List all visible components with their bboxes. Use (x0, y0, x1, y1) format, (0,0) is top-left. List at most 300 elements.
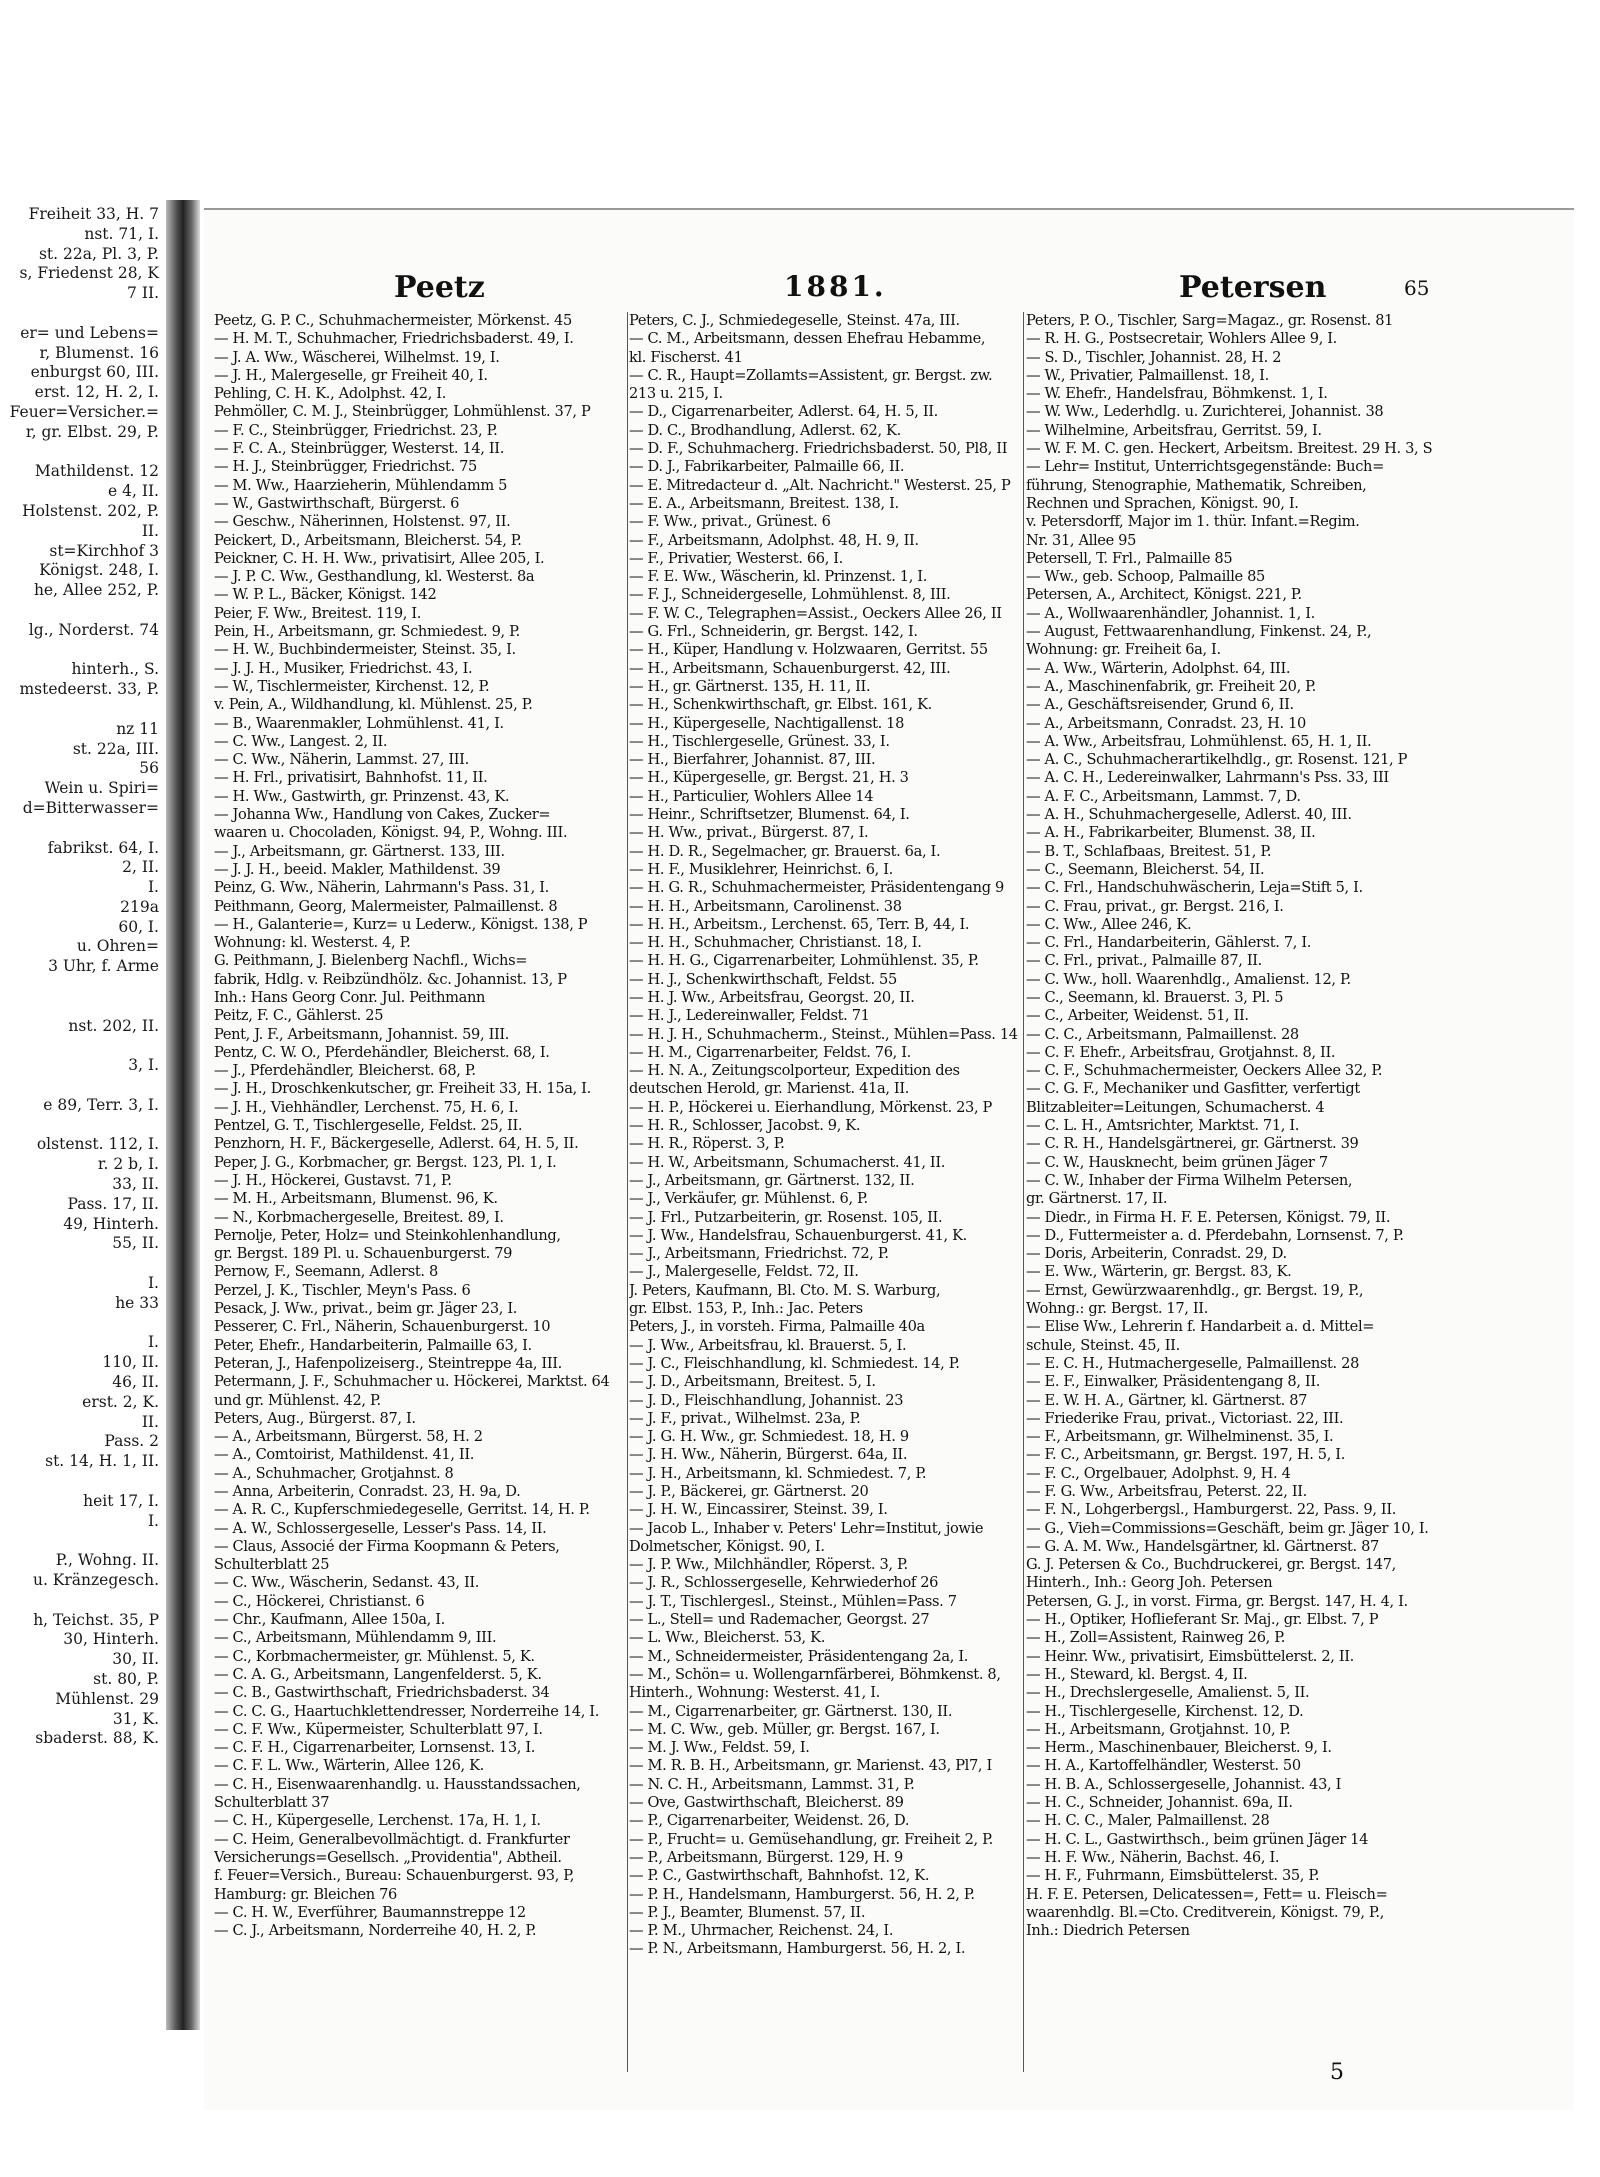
directory-entry-line: — H. N. A., Zeitungscolporteur, Expedition des (629, 1062, 960, 1080)
directory-entry-line: e 89, Terr. 3, I. (43, 1095, 159, 1114)
directory-entry-line: Wohng.: gr. Bergst. 17, II. (1026, 1300, 1208, 1318)
directory-entry-line (0, 1036, 165, 1056)
directory-entry-line: — F. J., Schneidergeselle, Lohmühlenst. 8, III. (629, 586, 951, 604)
directory-entry-line: — A. Ww., Arbeitsfrau, Lohmühlenst. 65, H. 1, II. (1026, 732, 1372, 750)
directory-entry-line: Pernolje, Peter, Holz= und Steinkohlenhandlung, (214, 1226, 561, 1244)
directory-entry-line: Peier, F. Ww., Breitest. 119, I. (214, 604, 422, 622)
directory-entry-line: 219a (120, 897, 159, 916)
directory-entry-line: gr. Bergst. 189 Pl. u. Schauenburgerst. 79 (214, 1245, 513, 1263)
directory-entry-line: st=Kirchhof 3 (49, 541, 159, 560)
directory-entry-line: — N. C. H., Arbeitsmann, Lammst. 31, P. (629, 1775, 915, 1793)
directory-entry-line: — G. Frl., Schneiderin, gr. Bergst. 142, I. (629, 623, 918, 641)
middle-column (629, 312, 1029, 2072)
directory-entry-line: — Claus, Associé der Firma Koopmann & Peters, (214, 1537, 560, 1555)
directory-entry-line: — D. F., Schuhmacherg. Friedrichsbaderst. 50, Pl8, II (629, 440, 1008, 458)
directory-entry-line: — E. A., Arbeitsmann, Breitest. 138, I. (629, 494, 899, 512)
directory-entry-line: 2, II. (122, 858, 159, 877)
header-year: 1881. (784, 270, 887, 303)
directory-entry-line: d=Bitterwasser= (22, 798, 159, 817)
directory-entry-line: Pesserer, C. Frl., Näherin, Schauenburgerst. 10 (214, 1318, 551, 1336)
directory-entry-line: G. J. Petersen & Co., Buchdruckerei, gr. Bergst. 147, (1026, 1556, 1396, 1574)
directory-entry-line: — P. H., Handelsmann, Hamburgerst. 56, H. 2, P. (629, 1885, 975, 1903)
directory-entry-line: — C. F. L. Ww., Wärterin, Allee 126, K. (214, 1757, 484, 1775)
directory-entry-line: — H. Ww., Gastwirth, gr. Prinzenst. 43, K. (214, 787, 510, 805)
directory-entry-line: u. Ohren= (76, 937, 159, 956)
directory-entry-line: — Ernst, Gewürzwaarenhdlg., gr. Bergst. 19, P., (1026, 1281, 1364, 1299)
directory-entry-line: — J. G. H. Ww., gr. Schmiedest. 18, H. 9 (629, 1428, 909, 1446)
directory-entry-line: v. Pein, A., Wildhandlung, kl. Mühlenst. 25, P. (214, 696, 533, 714)
directory-entry-line: — Heinr. Ww., privatisirt, Eimsbüttelerst. 2, II. (1026, 1647, 1354, 1665)
directory-entry-line: Holstenst. 202, P. (22, 501, 159, 520)
directory-entry-line: — H., Particulier, Wohlers Allee 14 (629, 787, 874, 805)
directory-entry-line: — H., Küper, Handlung v. Holzwaaren, Gerritst. 55 (629, 641, 988, 659)
directory-entry-line: 55, II. (112, 1234, 159, 1253)
directory-entry-line: — C., Höckerei, Christianst. 6 (214, 1592, 425, 1610)
directory-entry-line: deutschen Herold, gr. Marienst. 41a, II. (629, 1080, 910, 1098)
directory-entry-line: — F. G. Ww., Arbeitsfrau, Peterst. 22, II. (1026, 1483, 1307, 1500)
directory-entry-line: — F. C. A., Steinbrügger, Westerst. 14, II. (214, 440, 505, 458)
directory-entry-line: — H., Küpergeselle, gr. Bergst. 21, H. 3 (629, 769, 909, 787)
directory-entry-line: Pent, J. F., Arbeitsmann, Johannist. 59, III. (214, 1025, 510, 1043)
directory-entry-line: — H. Ww., privat., Bürgerst. 87, I. (629, 824, 869, 842)
directory-entry-line: — H. P., Höckerei u. Eierhandlung, Mörkenst. 23, P (629, 1098, 993, 1116)
directory-entry-line: — J. C., Fleischhandlung, kl. Schmiedest. 14, P. (629, 1354, 960, 1372)
directory-entry-line: Inh.: Diedrich Petersen (1026, 1922, 1190, 1940)
directory-entry-line: — M., Schön= u. Wollengarnfärberei, Böhmkenst. 8, (629, 1665, 1001, 1683)
directory-entry-line: — J. T., Tischlergesl., Steinst., Mühlen=Pass. 7 (629, 1592, 957, 1610)
directory-entry-line: — B. T., Schlafbaas, Breitest. 51, P. (1026, 842, 1272, 860)
directory-entry-line: Feuer=Versicher.= (9, 402, 159, 421)
directory-entry-line: — F., Arbeitsmann, Adolphst. 48, H. 9, II. (629, 531, 919, 549)
directory-entry-line: — C. Frau, privat., gr. Bergst. 216, I. (1026, 897, 1284, 915)
directory-entry-line: Penzhorn, H. F., Bäckergeselle, Adlerst. 64, H. 5, II. (214, 1135, 579, 1153)
directory-entry-line: f. Feuer=Versich., Bureau: Schauenburgerst. 93, P, (214, 1867, 575, 1885)
directory-entry-line: — H. C., Schneider, Johannist. 69a, II. (1026, 1794, 1293, 1812)
directory-entry-line: Peetz, G. P. C., Schuhmachermeister, Mörkenst. 45 (214, 312, 572, 329)
directory-entry-line: Hinterh., Wohnung: Westerst. 41, I. (629, 1684, 880, 1702)
directory-entry-line: — F. C., Arbeitsmann, gr. Bergst. 197, H. 5, I. (1026, 1446, 1346, 1464)
directory-entry-line: Peteran, J., Hafenpolizeiserg., Steintreppe 4a, III. (214, 1354, 562, 1372)
directory-entry-line: e 4, II. (108, 482, 159, 501)
directory-entry-line: — C. F. H., Cigarrenarbeiter, Lornsenst. 13, I. (214, 1739, 536, 1757)
directory-entry-line: nst. 202, II. (68, 1016, 159, 1035)
directory-entry-line: — H. H., Schuhmacher, Christianst. 18, I. (629, 934, 922, 952)
directory-entry-line: — C., Seemann, Bleicherst. 54, II. (1026, 860, 1265, 878)
directory-entry-line: — C. Frl., privat., Palmaille 87, II. (1026, 952, 1262, 970)
directory-entry-line: — H., Bierfahrer, Johannist. 87, III. (629, 751, 876, 769)
directory-entry-line: — C. M., Arbeitsmann, dessen Ehefrau Hebamme, (629, 330, 986, 348)
directory-entry-line (0, 1314, 165, 1334)
directory-entry-line: — P., Arbeitsmann, Bürgerst. 129, H. 9 (629, 1848, 903, 1866)
directory-entry-line: — F., Arbeitsmann, gr. Wilhelminenst. 35, I. (1026, 1428, 1334, 1446)
directory-entry-line: — C. H., Küpergeselle, Lerchenst. 17a, H. 1, I. (214, 1812, 541, 1830)
directory-entry-line: r. 2 b, I. (97, 1155, 159, 1174)
directory-entry-line: — A., Geschäftsreisender, Grund 6, II. (1026, 696, 1294, 714)
directory-entry-line: Peithmann, Georg, Malermeister, Palmaillenst. 8 (214, 897, 558, 915)
directory-entry-line: — Doris, Arbeiterin, Conradst. 29, D. (1026, 1245, 1287, 1263)
directory-entry-line: Königst. 248, I. (39, 561, 159, 580)
directory-entry-line: nst. 71, I. (84, 224, 159, 243)
directory-entry-line: Pass. 2 (104, 1432, 159, 1451)
directory-entry-line: nz 11 (116, 719, 159, 738)
directory-entry-line: — J. H., Viehhändler, Lerchenst. 75, H. 6, I. (214, 1098, 519, 1116)
directory-entry-line: — J., Arbeitsmann, gr. Gärtnerst. 133, III. (214, 842, 505, 860)
directory-entry-line: — E. W. H. A., Gärtner, kl. Gärtnerst. 87 (1026, 1391, 1308, 1409)
directory-entry-line: — M. J. Ww., Feldst. 59, I. (629, 1739, 810, 1757)
directory-entry-line: Peinz, G. Ww., Näherin, Lahrmann's Pass. 31, I. (214, 879, 549, 897)
directory-entry-line: Peper, J. G., Korbmacher, gr. Bergst. 123, Pl. 1, I. (214, 1153, 557, 1171)
directory-entry-line: Pesack, J. Ww., privat., beim gr. Jäger 23, I. (214, 1300, 518, 1318)
directory-entry-line: und gr. Mühlenst. 42, P. (214, 1391, 381, 1409)
directory-entry-line: 60, I. (118, 917, 159, 936)
book-gutter (166, 200, 200, 2030)
directory-entry-line: — Chr., Kaufmann, Allee 150a, I. (214, 1611, 445, 1629)
directory-entry-line: — H., Arbeitsmann, Schauenburgerst. 42, III. (629, 659, 951, 677)
directory-entry-line: gr. Gärtnerst. 17, II. (1026, 1190, 1168, 1208)
directory-entry-line: — F. Ww., privat., Grünest. 6 (629, 513, 831, 531)
directory-entry-line: Schulterblatt 25 (214, 1556, 330, 1574)
directory-entry-line: — Ww., geb. Schoop, Palmaille 85 (1026, 568, 1265, 586)
directory-entry-line: Versicherungs=Gesellsch. „Providentia", Abtheil. (214, 1848, 562, 1866)
directory-entry-line: I. (147, 1511, 159, 1530)
directory-entry-line: — B., Waarenmakler, Lohmühlenst. 41, I. (214, 714, 504, 732)
directory-entry-line: s, Friedenst 28, K (19, 264, 159, 283)
directory-entry-line: 3 Uhr, f. Arme (48, 957, 159, 976)
directory-entry-line: st. 80, P. (93, 1669, 159, 1688)
directory-entry-line: — E. C. H., Hutmachergeselle, Palmaillenst. 28 (1026, 1354, 1360, 1372)
directory-entry-line (0, 1531, 165, 1551)
directory-entry-line: — J. H., Droschkenkutscher, gr. Freiheit 33, H. 15a, I. (214, 1080, 591, 1098)
directory-entry-line (0, 443, 165, 463)
directory-entry-line: — A., Schuhmacher, Grotjahnst. 8 (214, 1464, 454, 1482)
directory-entry-line: — H., Arbeitsmann, Grotjahnst. 10, P. (1026, 1720, 1291, 1738)
directory-entry-line: Peitz, F. C., Gählerst. 25 (214, 1007, 384, 1025)
directory-entry-line: — E. F., Einwalker, Präsidentengang 8, II. (1026, 1373, 1321, 1391)
directory-entry-line: — C. L. H., Amtsrichter, Marktst. 71, I. (1026, 1117, 1300, 1135)
directory-entry-line (0, 819, 165, 839)
footer-mark: 5 (1330, 2060, 1344, 2085)
directory-entry-line: Wohnung: gr. Freiheit 6a, I. (1026, 641, 1221, 659)
directory-entry-line: — H. F., Fuhrmann, Eimsbüttelerst. 35, P. (1026, 1867, 1320, 1885)
directory-entry-line: — W. P. L., Bäcker, Königst. 142 (214, 586, 437, 604)
directory-entry-line: — H. J., Steinbrügger, Friedrichst. 75 (214, 458, 477, 476)
directory-entry-line: — Elise Ww., Lehrerin f. Handarbeit a. d. Mittel= (1026, 1318, 1375, 1336)
directory-entry-line: Dolmetscher, Königst. 90, I. (629, 1537, 825, 1555)
directory-entry-line: — D. J., Fabrikarbeiter, Palmaille 66, II. (629, 458, 905, 476)
directory-entry-line: — H. R., Röperst. 3, P. (629, 1135, 785, 1153)
directory-entry-line: — H., Zoll=Assistent, Rainweg 26, P. (1026, 1629, 1286, 1647)
directory-entry-line: — H. H., Arbeitsmann, Carolinenst. 38 (629, 897, 902, 915)
directory-entry-line: — H., Küpergeselle, Nachtigallenst. 18 (629, 714, 905, 732)
directory-entry-line: — G., Vieh=Commissions=Geschäft, beim gr. Jäger 10, I. (1026, 1519, 1429, 1537)
directory-entry-line: — M., Cigarrenarbeiter, gr. Gärtnerst. 130, II. (629, 1702, 953, 1720)
directory-entry-line: II. (141, 1412, 159, 1431)
directory-entry-line: — C. A. G., Arbeitsmann, Langenfelderst. 5, K. (214, 1665, 542, 1683)
directory-entry-line (0, 601, 165, 621)
directory-entry-line: Peters, J., in vorsteh. Firma, Palmaille 40a (629, 1318, 925, 1336)
directory-entry-line: — R. H. G., Postsecretair, Wohlers Allee 9, I. (1026, 330, 1337, 348)
directory-entry-line: — D., Futtermeister a. d. Pferdebahn, Lornsenst. 7, P. (1026, 1226, 1404, 1244)
directory-entry-line (0, 1591, 165, 1611)
directory-entry-line: Petersen, G. J., in vorst. Firma, gr. Bergst. 147, H. 4, I. (1026, 1592, 1408, 1610)
directory-entry-line: — A. H., Fabrikarbeiter, Blumenst. 38, II. (1026, 824, 1316, 842)
directory-entry-line: — H. C. L., Gastwirthsch., beim grünen Jäger 14 (1026, 1830, 1369, 1848)
directory-entry-line: — H. M., Cigarrenarbeiter, Feldst. 76, I. (629, 1043, 911, 1061)
directory-entry-line: Mühlenst. 29 (55, 1689, 159, 1708)
directory-entry-line: 46, II. (112, 1373, 159, 1392)
directory-entry-line: — P., Frucht= u. Gemüsehandlung, gr. Freiheit 2, P. (629, 1830, 993, 1848)
right-column (1026, 312, 1444, 2072)
directory-entry-line: — J. J. H., beeid. Makler, Mathildenst. 39 (214, 860, 501, 878)
directory-entry-line: — P. J., Beamter, Blumenst. 57, II. (629, 1903, 866, 1921)
directory-entry-line: Blitzableiter=Leitungen, Schumacherst. 4 (1026, 1098, 1325, 1116)
directory-entry-line (0, 641, 165, 661)
directory-entry-line: — H. H., Arbeitsm., Lerchenst. 65, Terr. B, 44, I. (629, 915, 970, 933)
directory-entry-line: — L., Stell= und Rademacher, Georgst. 27 (629, 1611, 930, 1629)
directory-entry-line: — J., Pferdehändler, Bleicherst. 68, P. (214, 1062, 476, 1080)
directory-entry-line: — J. D., Fleischhandlung, Johannist. 23 (629, 1391, 904, 1409)
directory-entry-line: u. Kränzegesch. (32, 1570, 159, 1589)
directory-entry-line: — C. R. H., Handelsgärtnerei, gr. Gärtnerst. 39 (1026, 1135, 1359, 1153)
directory-entry-line: 3, I. (128, 1056, 159, 1075)
directory-entry-line: — H., Tischlergeselle, Grünest. 33, I. (629, 732, 890, 750)
directory-entry-line: he 33 (115, 1293, 159, 1312)
directory-entry-line: lg., Norderst. 74 (28, 620, 159, 639)
directory-entry-line: — N., Korbmachergeselle, Breitest. 89, I. (214, 1208, 504, 1226)
directory-entry-line: — D. C., Brodhandlung, Adlerst. 62, K. (629, 421, 901, 439)
directory-entry-line: — Anna, Arbeiterin, Conradst. 23, H. 9a, D. (214, 1483, 521, 1500)
directory-entry-line: — J. R., Schlossergeselle, Kehrwiederhof 26 (629, 1574, 939, 1592)
directory-entry-line: 56 (139, 759, 159, 778)
directory-entry-line: 33, II. (112, 1175, 159, 1194)
directory-entry-line: — J., Verkäufer, gr. Mühlenst. 6, P. (629, 1190, 868, 1208)
directory-entry-line: — J., Arbeitsmann, gr. Gärtnerst. 132, II. (629, 1171, 915, 1189)
directory-entry-line (0, 1076, 165, 1096)
directory-entry-line: Petersell, T. Frl., Palmaille 85 (1026, 549, 1233, 567)
directory-entry-line: — A. C., Schuhmacherartikelhdlg., gr. Rosenst. 121, P (1026, 751, 1408, 769)
directory-entry-line: — C., Seemann, kl. Brauerst. 3, Pl. 5 (1026, 988, 1284, 1006)
directory-entry-line: heit 17, I. (83, 1491, 159, 1510)
directory-entry-line: — W. Ww., Lederhdlg. u. Zurichterei, Johannist. 38 (1026, 403, 1384, 421)
directory-entry-line: — A. W., Schlossergeselle, Lesser's Pass. 14, II. (214, 1519, 547, 1537)
directory-entry-line: — C. F. Ehefr., Arbeitsfrau, Grotjahnst. 8, II. (1026, 1043, 1336, 1061)
directory-entry-line: — H., Schenkwirthschaft, gr. Elbst. 161, K. (629, 696, 932, 714)
directory-entry-line: — C. F., Schuhmachermeister, Oeckers Allee 32, P. (1026, 1062, 1383, 1080)
directory-entry-line: Hamburg: gr. Bleichen 76 (214, 1885, 397, 1903)
directory-entry-line: — J. Ww., Arbeitsfrau, kl. Brauerst. 5, I. (629, 1336, 907, 1354)
directory-entry-line: — G. A. M. Ww., Handelsgärtner, kl. Gärtnerst. 87 (1026, 1537, 1379, 1555)
directory-entry-line: Nr. 31, Allee 95 (1026, 531, 1137, 549)
directory-entry-line: — Lehr= Institut, Unterrichtsgegenstände: Buch= (1026, 458, 1384, 476)
directory-entry-line: — H. M. T., Schuhmacher, Friedrichsbaderst. 49, I. (214, 330, 574, 348)
directory-entry-line: — C. Ww., Wäscherin, Sedanst. 43, II. (214, 1574, 480, 1592)
directory-entry-line: — J., Arbeitsmann, Friedrichst. 72, P. (629, 1245, 889, 1263)
directory-entry-line: — Jacob L., Inhaber v. Peters' Lehr=Institut, jowie (629, 1519, 984, 1537)
directory-entry-line: — Herm., Maschinenbauer, Bleicherst. 9, I. (1026, 1739, 1332, 1757)
directory-entry-line: fabrikst. 64, I. (47, 838, 159, 857)
directory-entry-line: — E. Mitredacteur d. „Alt. Nachricht." Westerst. 25, P (629, 476, 1011, 494)
directory-entry-line: — W. Ehefr., Handelsfrau, Böhmkenst. 1, I. (1026, 385, 1328, 403)
page-number: 65 (1404, 276, 1430, 300)
directory-entry-line: — H. J., Schenkwirthschaft, Feldst. 55 (629, 970, 897, 988)
header-right-word: Petersen (1179, 270, 1327, 305)
directory-entry-line: 213 u. 215, I. (629, 385, 723, 403)
directory-entry-line: 7 II. (127, 284, 159, 303)
directory-entry-line: H. F. E. Petersen, Delicatessen=, Fett= u. Fleisch= (1026, 1885, 1388, 1903)
directory-entry-line: — H., Optiker, Hoflieferant Sr. Maj., gr. Elbst. 7, P (1026, 1611, 1379, 1629)
directory-entry-line: — E. Ww., Wärterin, gr. Bergst. 83, K. (1026, 1263, 1292, 1281)
directory-entry-line: er= und Lebens= (20, 323, 159, 342)
directory-entry-line: — D., Cigarrenarbeiter, Adlerst. 64, H. 5, II. (629, 403, 938, 421)
directory-entry-line: — C., Korbmachermeister, gr. Mühlenst. 5, K. (214, 1647, 535, 1665)
directory-entry-line: — A. R. C., Kupferschmiedegeselle, Gerritst. 14, H. P. (214, 1501, 590, 1519)
directory-entry-line: Pein, H., Arbeitsmann, gr. Schmiedest. 9, P. (214, 623, 520, 641)
directory-page (204, 208, 1574, 2110)
directory-entry-line: — F. E. Ww., Wäscherin, kl. Prinzenst. 1, I. (629, 568, 927, 586)
directory-entry-line: — H., Galanterie=, Kurz= u Lederw., Königst. 138, P (214, 915, 588, 933)
directory-entry-line: — M., Schneidermeister, Präsidentengang 2a, I. (629, 1647, 969, 1665)
directory-entry-line: — P., Cigarrenarbeiter, Weidenst. 26, D. (629, 1812, 910, 1830)
directory-entry-line: Rechnen und Sprachen, Königst. 90, I. (1026, 494, 1299, 512)
directory-entry-line: — C., Arbeiter, Weidenst. 51, II. (1026, 1007, 1249, 1025)
directory-entry-line: — J. P. C. Ww., Gesthandlung, kl. Westerst. 8a (214, 568, 535, 586)
directory-entry-line: — W., Tischlermeister, Kirchenst. 12, P. (214, 677, 490, 695)
directory-entry-line (0, 700, 165, 720)
directory-entry-line: — C. B., Gastwirthschaft, Friedrichsbaderst. 34 (214, 1684, 550, 1702)
directory-entry-line: — H., Steward, kl. Bergst. 4, II. (1026, 1665, 1248, 1683)
directory-entry-line: 30, II. (112, 1650, 159, 1669)
directory-entry-line: — C. Frl., Handschuhwäscherin, Leja=Stift 5, I. (1026, 879, 1363, 897)
directory-entry-line: — M. Ww., Haarzieherin, Mühlendamm 5 (214, 476, 508, 494)
directory-entry-line: — H., gr. Gärtnerst. 135, H. 11, II. (629, 677, 871, 695)
directory-entry-line: — C. C., Arbeitsmann, Palmaillenst. 28 (1026, 1025, 1299, 1043)
directory-entry-line: st. 22a, III. (72, 739, 159, 758)
directory-entry-line: — W., Privatier, Palmaillenst. 18, I. (1026, 366, 1269, 384)
header-left-word: Peetz (394, 270, 485, 305)
directory-entry-line: kl. Fischerst. 41 (629, 348, 743, 366)
directory-entry-line: — A., Wollwaarenhändler, Johannist. 1, I. (1026, 604, 1315, 622)
directory-entry-line: Inh.: Hans Georg Conr. Jul. Peithmann (214, 988, 486, 1006)
directory-entry-line: — C. C. G., Haartuchklettendresser, Norderreihe 14, I. (214, 1702, 599, 1720)
directory-entry-line: waaren u. Chocoladen, Königst. 94, P., Wohng. III. (214, 824, 568, 842)
directory-entry-line: — P. M., Uhrmacher, Reichenst. 24, I. (629, 1922, 894, 1940)
directory-entry-line: I. (147, 1274, 159, 1293)
directory-entry-line: Pass. 17, II. (67, 1194, 159, 1213)
directory-entry-line: — F. W. C., Telegraphen=Assist., Oeckers Allee 26, II (629, 604, 1002, 622)
directory-entry-line: — C. Frl., Handarbeiterin, Gählerst. 7, I. (1026, 934, 1312, 952)
directory-entry-line: — J. Ww., Handelsfrau, Schauenburgerst. 41, K. (629, 1226, 967, 1244)
directory-entry-line: — Geschw., Näherinnen, Holstenst. 97, II. (214, 513, 511, 531)
directory-entry-line (0, 304, 165, 324)
directory-entry-line: — H. W., Arbeitsmann, Schumacherst. 41, II. (629, 1153, 946, 1171)
directory-entry-line: 110, II. (102, 1353, 159, 1372)
directory-entry-line: — J. Frl., Putzarbeiterin, gr. Rosenst. 105, II. (629, 1208, 943, 1226)
directory-entry-line: Peter, Ehefr., Handarbeiterin, Palmaille 63, I. (214, 1336, 532, 1354)
directory-entry-line: — W. F. M. C. gen. Heckert, Arbeitsm. Breitest. 29 H. 3, S (1026, 440, 1433, 458)
directory-entry-line: Wein u. Spiri= (44, 779, 159, 798)
directory-entry-line: 31, K. (112, 1709, 159, 1728)
directory-entry-line: — H. R., Schlosser, Jacobst. 9, K. (629, 1117, 861, 1135)
directory-entry-line: olstenst. 112, I. (36, 1135, 159, 1154)
directory-entry-line: Peters, C. J., Schmiedegeselle, Steinst. 47a, III. (629, 312, 960, 329)
directory-entry-line (0, 997, 165, 1017)
directory-entry-line: führung, Stenographie, Mathematik, Schreiben, (1026, 476, 1367, 494)
directory-entry-line: h, Teichst. 35, P (33, 1610, 159, 1629)
directory-entry-line: — F. C., Orgelbauer, Adolphst. 9, H. 4 (1026, 1464, 1291, 1482)
directory-entry-line: — F. N., Lohgerbergsl., Hamburgerst. 22, Pass. 9, II. (1026, 1501, 1397, 1519)
directory-entry-line: — H., Tischlergeselle, Kirchenst. 12, D. (1026, 1702, 1304, 1720)
directory-entry-line: — J. H., Arbeitsmann, kl. Schmiedest. 7, P. (629, 1464, 927, 1482)
directory-entry-line: waarenhdlg. Bl.=Cto. Creditverein, Königst. 79, P., (1026, 1903, 1384, 1921)
directory-entry-line: — C. Ww., Näherin, Lammst. 27, III. (214, 751, 469, 769)
directory-entry-line: — C. H. W., Everführer, Baumannstreppe 12 (214, 1903, 526, 1921)
directory-entry-line: J. Peters, Kaufmann, Bl. Cto. M. S. Warburg, (629, 1281, 941, 1299)
previous-page-fragment (0, 205, 165, 2005)
directory-entry-line: Peters, P. O., Tischler, Sarg=Magaz., gr. Rosenst. 81 (1026, 312, 1394, 329)
directory-entry-line: st. 14, H. 1, II. (45, 1452, 159, 1471)
left-column (214, 312, 632, 2072)
directory-entry-line: — C. F. Ww., Küpermeister, Schulterblatt 97, I. (214, 1720, 543, 1738)
directory-entry-line: — J. F., privat., Wilhelmst. 23a, P. (629, 1409, 861, 1427)
directory-entry-line: Mathildenst. 12 (34, 462, 159, 481)
directory-entry-line: — C. J., Arbeitsmann, Norderreihe 40, H. 2, P. (214, 1922, 537, 1940)
page-header (204, 270, 1574, 312)
directory-entry-line: — F. C., Steinbrügger, Friedrichst. 23, P. (214, 421, 498, 439)
directory-entry-line: erst. 2, K. (82, 1392, 159, 1411)
directory-entry-line: — H. F., Musiklehrer, Heinrichst. 6, I. (629, 860, 893, 878)
directory-entry-line: sbaderst. 88, K. (35, 1729, 159, 1748)
directory-entry-line: enburgst 60, III. (30, 363, 159, 382)
directory-entry-line: Peickner, C. H. H. Ww., privatisirt, Allee 205, I. (214, 549, 545, 567)
directory-entry-line: — H. Frl., privatisirt, Bahnhofst. 11, II. (214, 769, 488, 787)
directory-entry-line: erst. 12, H. 2, I. (34, 383, 159, 402)
directory-entry-line: Pentz, C. W. O., Pferdehändler, Bleicherst. 68, I. (214, 1043, 550, 1061)
directory-entry-line (0, 1472, 165, 1492)
directory-entry-line: — Ove, Gastwirthschaft, Bleicherst. 89 (629, 1794, 904, 1812)
directory-entry-line: — C. H., Eisenwaarenhandlg. u. Hausstandssachen, (214, 1775, 581, 1793)
directory-entry-line: 30, Hinterh. (63, 1630, 159, 1649)
directory-entry-line: — Heinr., Schriftsetzer, Blumenst. 64, I. (629, 806, 910, 824)
directory-entry-line: Pehling, C. H. K., Adolphst. 42, I. (214, 385, 447, 403)
directory-entry-line (0, 977, 165, 997)
directory-entry-line: — A., Comtoirist, Mathildenst. 41, II. (214, 1446, 475, 1464)
directory-entry-line: — J. H. Ww., Näherin, Bürgerst. 64a, II. (629, 1446, 908, 1464)
directory-entry-line: — J. D., Arbeitsmann, Breitest. 5, I. (629, 1373, 876, 1391)
directory-entry-line: Pernow, F., Seemann, Adlerst. 8 (214, 1263, 438, 1281)
directory-entry-line: — August, Fettwaarenhandlung, Finkenst. 24, P., (1026, 623, 1372, 641)
directory-entry-line: mstedeerst. 33, P. (19, 680, 159, 699)
directory-entry-line: — H., Drechslergeselle, Amalienst. 5, II. (1026, 1684, 1310, 1702)
directory-entry-line: — H. H. G., Cigarrenarbeiter, Lohmühlenst. 35, P. (629, 952, 979, 970)
directory-entry-line: — H. D. R., Segelmacher, gr. Brauerst. 6a, I. (629, 842, 941, 860)
directory-entry-line: — C. R., Haupt=Zollamts=Assistent, gr. Bergst. zw. (629, 366, 993, 384)
directory-entry-line: hinterh., S. (71, 660, 159, 679)
directory-entry-line: Pehmöller, C. M. J., Steinbrügger, Lohmühlenst. 37, P (214, 403, 591, 421)
directory-entry-line: — H. G. R., Schuhmachermeister, Präsidentengang 9 (629, 879, 1004, 897)
directory-entry-line: — W., Gastwirthschaft, Bürgerst. 6 (214, 494, 460, 512)
directory-entry-line: — M. C. Ww., geb. Müller, gr. Bergst. 167, I. (629, 1720, 940, 1738)
directory-entry-line: — A. F. C., Arbeitsmann, Lammst. 7, D. (1026, 787, 1301, 805)
directory-entry-line: — C. Ww., holl. Waarenhdlg., Amalienst. 12, P. (1026, 970, 1351, 988)
directory-entry-line: — H. F. Ww., Näherin, Bachst. 46, I. (1026, 1848, 1280, 1866)
directory-entry-line: — M. H., Arbeitsmann, Blumenst. 96, K. (214, 1190, 498, 1208)
directory-entry-line: — H. J. Ww., Arbeitsfrau, Georgst. 20, II. (629, 988, 915, 1006)
directory-entry-line: I. (147, 1333, 159, 1352)
directory-entry-line: — J. P. Ww., Milchhändler, Röperst. 3, P. (629, 1556, 908, 1574)
directory-entry-line: r, gr. Elbst. 29, P. (25, 422, 159, 441)
directory-entry-line: Petermann, J. F., Schuhmacher u. Höckerei, Marktst. 64 (214, 1373, 610, 1391)
directory-entry-line: Peickert, D., Arbeitsmann, Bleicherst. 54, P. (214, 531, 522, 549)
